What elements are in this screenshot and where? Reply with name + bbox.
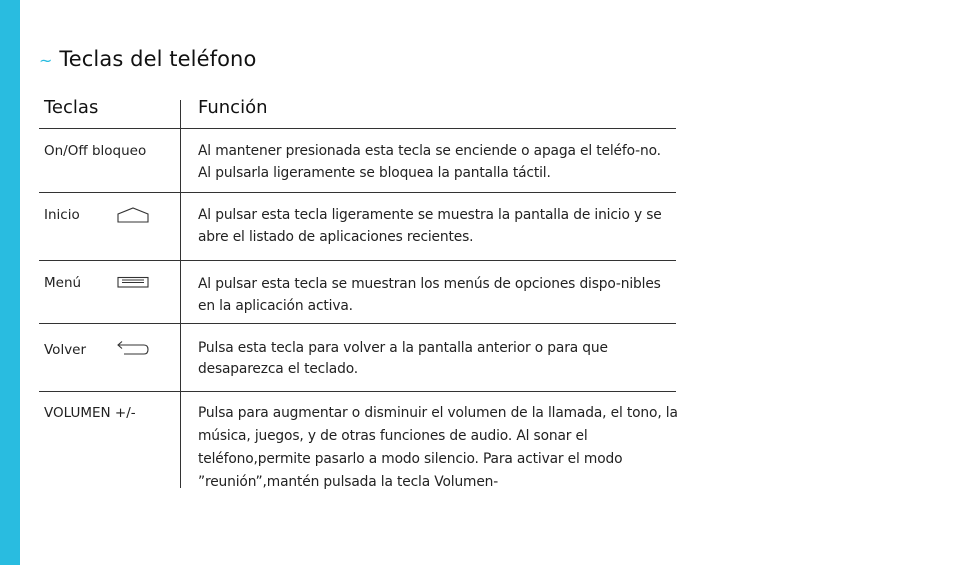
table-row-onoff [39, 129, 676, 193]
table-row-volume [39, 392, 676, 492]
accent-side-bar [0, 0, 20, 565]
description-menu: Al pulsar esta tecla se muestran los menús de opciones dispo-nibles en la aplicación activa. [198, 276, 661, 314]
description-volume: Pulsa para augmentar o disminuir el volumen de la llamada, el tono, la música, juegos, y de otras funciones de audio. Al sonar el teléfono,permite pasarlo a modo silencio. Para activar el modo ”reunión”,mantén pulsada la tecla Volumen- [198, 405, 678, 490]
table-row-back [39, 324, 676, 392]
heading-bullet: ~ [39, 50, 53, 70]
back-icon [116, 340, 150, 358]
header-function: Función [198, 97, 268, 118]
key-label-volume: VOLUMEN +/- [44, 405, 136, 421]
home-icon [116, 206, 150, 224]
key-label-home: Inicio [44, 207, 80, 223]
header-keys: Teclas [44, 97, 99, 118]
keys-table [39, 96, 676, 492]
table-row-menu [39, 261, 676, 324]
section-heading [39, 44, 256, 74]
table-header [39, 96, 676, 129]
description-back: Pulsa esta tecla para volver a la pantalla anterior o para que desaparezca el teclado. [198, 340, 608, 377]
table-row-home [39, 193, 676, 261]
key-label-onoff: On/Off bloqueo [44, 143, 147, 159]
description-home: Al pulsar esta tecla ligeramente se muestra la pantalla de inicio y se abre el listado de aplicaciones recientes. [198, 207, 662, 245]
menu-icon [116, 276, 150, 294]
description-onoff: Al mantener presionada esta tecla se enciende o apaga el teléfo-no. Al pulsarla ligeramente se bloquea la pantalla táctil. [198, 143, 661, 181]
page-title: Teclas del teléfono [59, 47, 257, 71]
key-label-menu: Menú [44, 275, 82, 291]
key-label-back: Volver [44, 342, 87, 358]
